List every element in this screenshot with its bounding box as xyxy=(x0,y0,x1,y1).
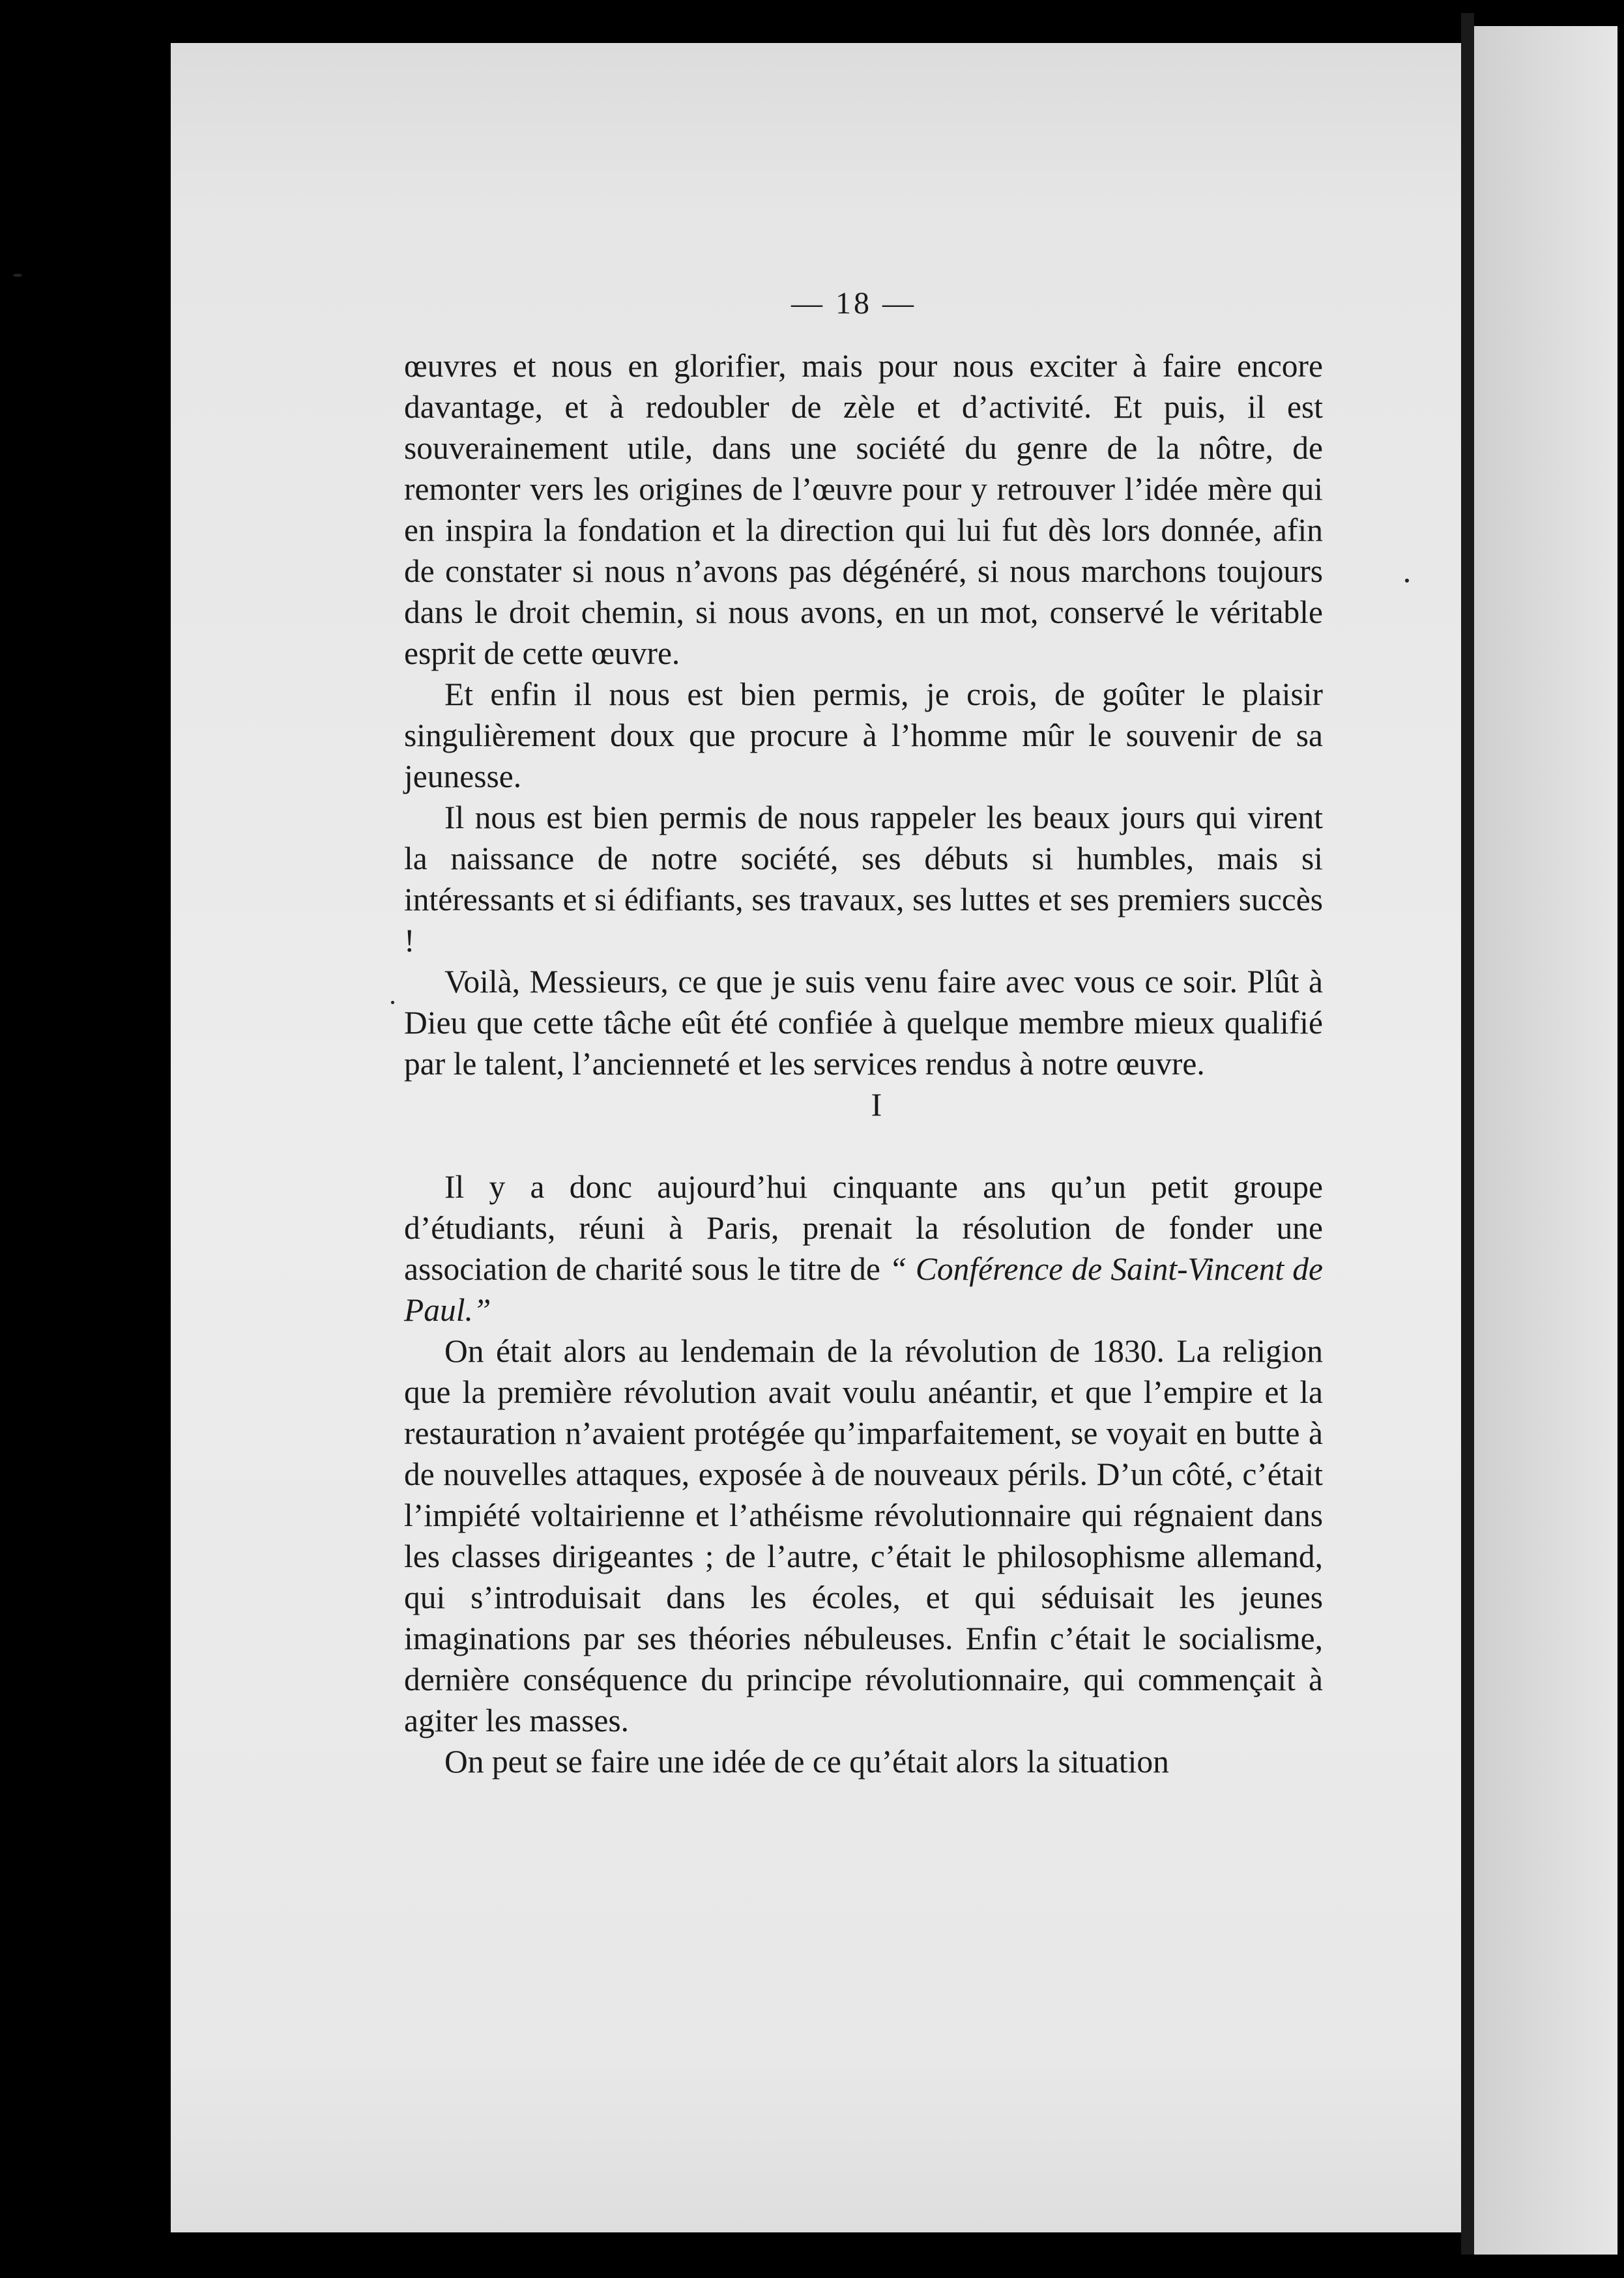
scan-speck xyxy=(1405,579,1409,583)
scan-speck xyxy=(391,1001,394,1004)
paragraph-5 xyxy=(404,1166,1323,1331)
section-heading: I xyxy=(871,1086,882,1123)
paragraph-1: œuvres et nous en glorifier, mais pour nous exciter à faire encore davantage, et à redoubler de zèle et d’activité. Et puis, il est souverainement utile, dans une société du genre de la nôtre, de remonter vers les origines de l’œuvre pour y retrouver l’idée mère qui en inspira la fondation et la direction qui lui fut dès lors donnée, afin de constater si nous n’avons pas dégénéré, si nous marchons toujours dans le droit chemin, si nous avons, en un mot, conservé le véritable esprit de cette œuvre. xyxy=(404,348,1323,671)
body-text xyxy=(404,345,1323,1782)
conference-title: “ Conférence de Saint-Vincent de Paul.” xyxy=(404,1251,1324,1328)
book-gutter xyxy=(1461,13,1474,2255)
paragraph-2: Et enfin il nous est bien permis, je crois, de goûter le plaisir singulièrement doux que procure à l’homme mûr le souvenir de sa jeunesse. xyxy=(404,676,1323,794)
paragraph-7: On peut se faire une idée de ce qu’était alors la situation xyxy=(444,1744,1169,1780)
adjacent-page-edge xyxy=(1474,26,1617,2255)
paragraph-5-text: Il y a donc aujourd’hui cinquante ans qu’un petit groupe d’étudiants, réuni à Paris, prenait la résolution de fonder une association de charité sous le titre de xyxy=(404,1169,1323,1287)
scan-speck xyxy=(13,274,22,277)
paragraph-6: On était alors au lendemain de la révolution de 1830. La religion que la première révolution avait voulu anéantir, et que l’empire et la restauration n’avaient protégée qu’imparfaitement, se voyait en butte à de nouvelles attaques, exposée à de nouveaux périls. D’un côté, c’était l’impiété voltairienne et l’athéisme révolutionnaire qui régnaient dans les classes dirigeantes ; de l’autre, c’était le philosophisme allemand, qui s’introduisait dans les écoles, et qui séduisait les jeunes imaginations par ses théories nébuleuses. Enfin c’était le socialisme, dernière conséquence du principe révolutionnaire, qui commençait à agiter les masses. xyxy=(404,1333,1323,1738)
paragraph-4: Voilà, Messieurs, ce que je suis venu faire avec vous ce soir. Plût à Dieu que cette tâche eût été confiée à quelque membre mieux qualifié par le talent, l’ancienneté et les services rendus à notre œuvre. xyxy=(404,964,1323,1082)
paragraph-3: Il nous est bien permis de nous rappeler les beaux jours qui virent la naissance de notre société, ses débuts si humbles, mais si intéressants et si édifiants, ses travaux, ses luttes et ses premiers succès ! xyxy=(404,800,1323,959)
page-number: — 18 — xyxy=(791,286,916,321)
